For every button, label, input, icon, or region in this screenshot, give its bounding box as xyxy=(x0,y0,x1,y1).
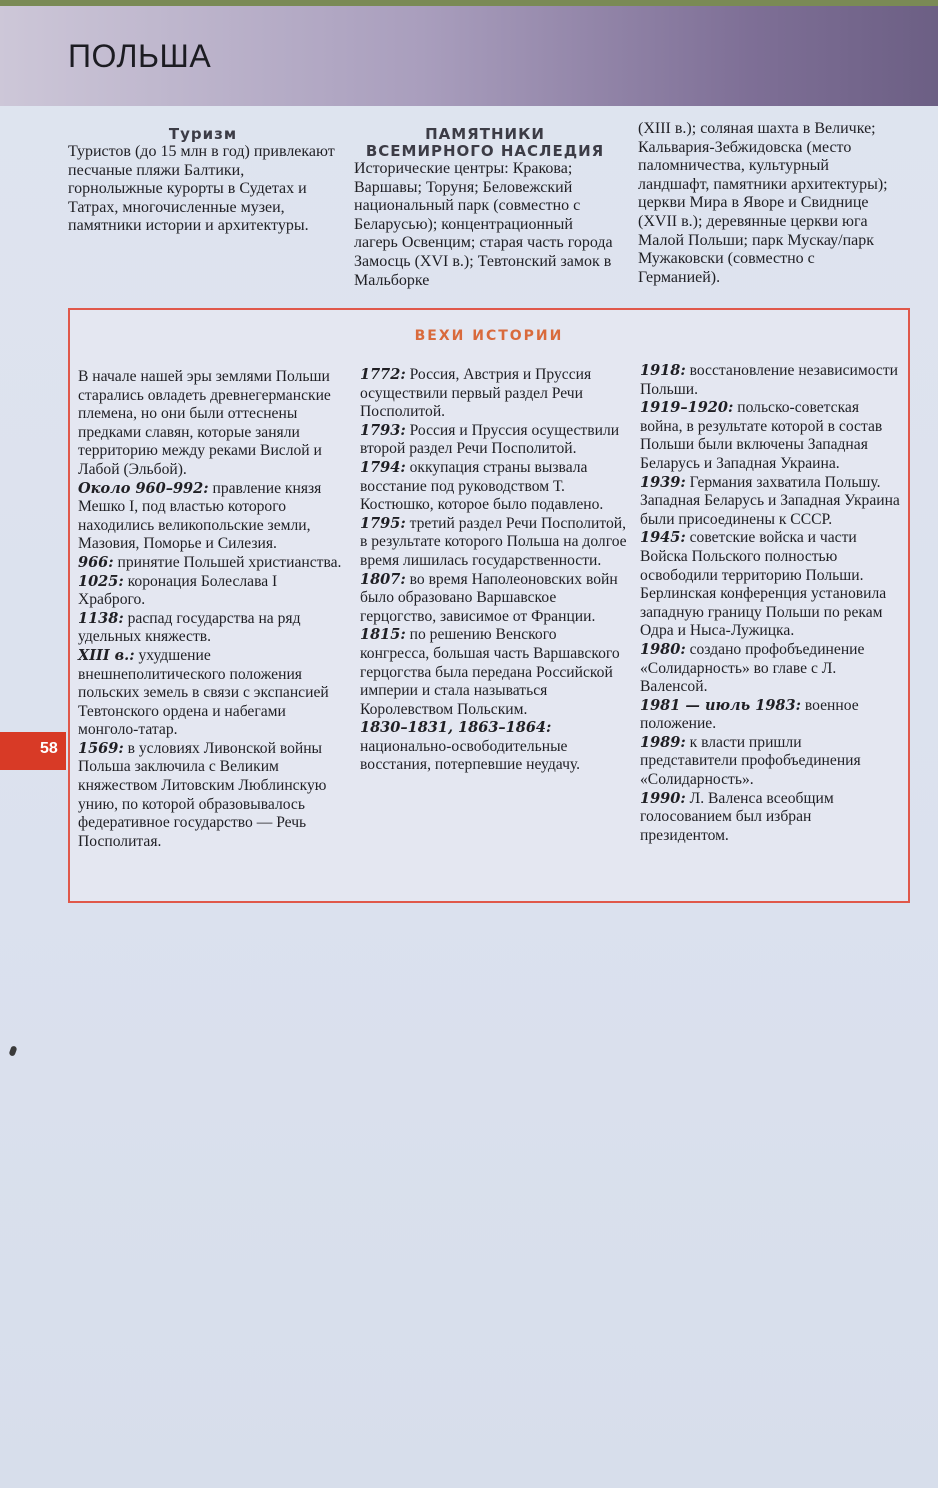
event-date: 1569: xyxy=(78,739,124,757)
heritage-text: Исторические центры: Кракова; Варшавы; Торуня; Беловежский национальный парк (совместно с Беларусью); концентрационный лагерь Освенцим; старая часть города Замосць (XVI в.); Тевтонский замок в Мальборке xyxy=(354,160,613,289)
event-date: 966: xyxy=(78,553,114,571)
tourism-section xyxy=(68,126,338,236)
event-text: в условиях Ливонской войны Польша заключила с Великим княжеством Литовским Люблинскую унию, по которой образовывалось федеративное государство — Речь Посполитая. xyxy=(78,739,327,850)
event-text: военное положение. xyxy=(640,696,859,733)
event-text: ухудшение внешнеполитического положения польских земель в связи с экспансией Тевтонского ордена и набегами монголо-татар. xyxy=(78,646,329,739)
history-event xyxy=(360,571,628,627)
event-date: 1981 — июль 1983: xyxy=(640,696,801,714)
page-number: 58 xyxy=(40,740,58,757)
tourism-heading: Туризм xyxy=(168,125,238,143)
heritage-heading-line2: ВСЕМИРНОГО НАСЛЕДИЯ xyxy=(365,142,605,160)
event-text: во время Наполеоновских войн было образовано Варшавское герцогство, зависимое от Франции. xyxy=(360,570,618,625)
event-text: оккупация страны вызвала восстание под руководством Т. Костюшко, которое было подавлено. xyxy=(360,458,604,514)
history-event xyxy=(360,626,628,719)
event-text: распад государства на ряд удельных княжеств. xyxy=(78,609,301,646)
history-event xyxy=(640,641,902,697)
history-event xyxy=(640,790,902,846)
event-date: 1945: xyxy=(640,529,686,547)
event-date: 1794: xyxy=(360,458,406,476)
event-date: 1830–1831, 1863–1864: xyxy=(360,719,552,737)
event-date: XIII в.: xyxy=(78,646,135,664)
event-text: восстановление независимости Польши. xyxy=(640,362,898,398)
history-event xyxy=(360,459,628,515)
event-text: Россия и Пруссия осуществили второй раздел Речи Посполитой. xyxy=(360,421,620,458)
page-title: ПОЛЬША xyxy=(68,38,212,74)
history-event xyxy=(640,697,902,734)
event-date: 1918: xyxy=(640,362,686,379)
history-event xyxy=(640,362,902,399)
event-date: 1025: xyxy=(78,572,124,590)
event-date: 1793: xyxy=(360,421,406,439)
event-text: Л. Валенса всеобщим голосованием был избран президентом. xyxy=(640,789,834,844)
event-text: принятие Польшей христианства. xyxy=(113,553,342,571)
event-text: третий раздел Речи Посполитой, в результате которого Польша на долгое время лишилась государственности. xyxy=(360,514,627,569)
history-event xyxy=(78,610,346,647)
event-text: коронация Болеслава I Храброго. xyxy=(78,572,278,609)
event-text: польско-советская война, в результате которой в состав Польши были включены Западная Беларусь и Западная Украина. xyxy=(640,399,883,472)
event-date: Около 960–992: xyxy=(78,479,209,497)
history-event xyxy=(78,647,346,740)
heritage-text-continued: (XIII в.); соляная шахта в Величке; Кальвария-Зебжидовска (место паломничества, культурный ландшафт, памятники архитектуры); церкви Мира в Яворе и Свиднице (XVII в.); деревянные церкви юга Малой Польши; парк Мускау/парк Мужаковски (совместно с Германией). xyxy=(638,120,888,286)
event-date: 1772: xyxy=(360,366,406,383)
heritage-section-continued xyxy=(638,120,900,287)
history-event xyxy=(78,740,346,852)
tourism-text: Туристов (до 15 млн в год) привлекают песчаные пляжи Балтики, горнолыжные курорты в Судетах и Татрах, многочисленные музеи, памятники истории и архитектуры. xyxy=(68,143,335,235)
history-event xyxy=(78,573,346,610)
event-text: Германия захватила Польшу. Западная Беларусь и Западная Украина были присоединены к СССР. xyxy=(640,473,900,528)
event-date: 1815: xyxy=(360,626,406,644)
history-column-2 xyxy=(360,366,628,775)
event-date: 1989: xyxy=(640,733,686,751)
event-date: 1990: xyxy=(640,789,686,807)
history-event xyxy=(640,734,902,790)
history-event xyxy=(360,366,628,422)
heritage-heading-line1: ПАМЯТНИКИ xyxy=(425,125,545,143)
event-date: 1795: xyxy=(360,514,406,532)
event-text: по решению Венского конгресса, большая часть Варшавского герцогства была передана Российской империи и стала называться Королевством Польским. xyxy=(360,626,620,718)
heritage-section xyxy=(354,126,616,290)
event-text: создано профобъединение «Солидарность» во главе с Л. Валенсой. xyxy=(640,640,865,696)
event-text: советские войска и части Войска Польского полностью освободили территорию Польши. Берлинская конференция установила западную границу Польши по рекам Одра и Ныса-Лужицка. xyxy=(640,529,887,640)
history-event xyxy=(360,422,628,459)
history-column-3 xyxy=(640,362,902,845)
history-event xyxy=(78,554,346,573)
history-event xyxy=(640,474,902,530)
event-text: правление князя Мешко I, под властью которого находились великопольские земли, Мазовия, Поморье и Силезия. xyxy=(78,479,322,553)
event-text: национально-освободительные восстания, потерпевшие неудачу. xyxy=(360,737,581,774)
history-event xyxy=(78,480,346,554)
history-box xyxy=(68,308,910,903)
event-date: 1919–1920: xyxy=(640,399,734,417)
event-date: 1980: xyxy=(640,640,686,658)
event-date: 1138: xyxy=(78,609,124,627)
history-event xyxy=(640,529,902,641)
event-text: к власти пришли представители профобъединения «Солидарность». xyxy=(640,733,861,789)
history-column-1 xyxy=(78,368,346,851)
chapter-banner xyxy=(0,0,938,106)
event-date: 1807: xyxy=(360,570,406,588)
event-date: 1939: xyxy=(640,473,686,491)
history-event xyxy=(360,719,628,775)
history-intro: В начале нашей эры землями Польши старались овладеть древнегерманские племена, но они были оттеснены предками славян, которые заняли территорию между реками Вислой и Лабой (Эльбой). xyxy=(78,368,331,478)
event-text: Россия, Австрия и Пруссия осуществили первый раздел Речи Посполитой. xyxy=(360,366,592,421)
history-event xyxy=(360,515,628,571)
history-event xyxy=(640,399,902,473)
history-title: ВЕХИ ИСТОРИИ xyxy=(414,328,564,344)
